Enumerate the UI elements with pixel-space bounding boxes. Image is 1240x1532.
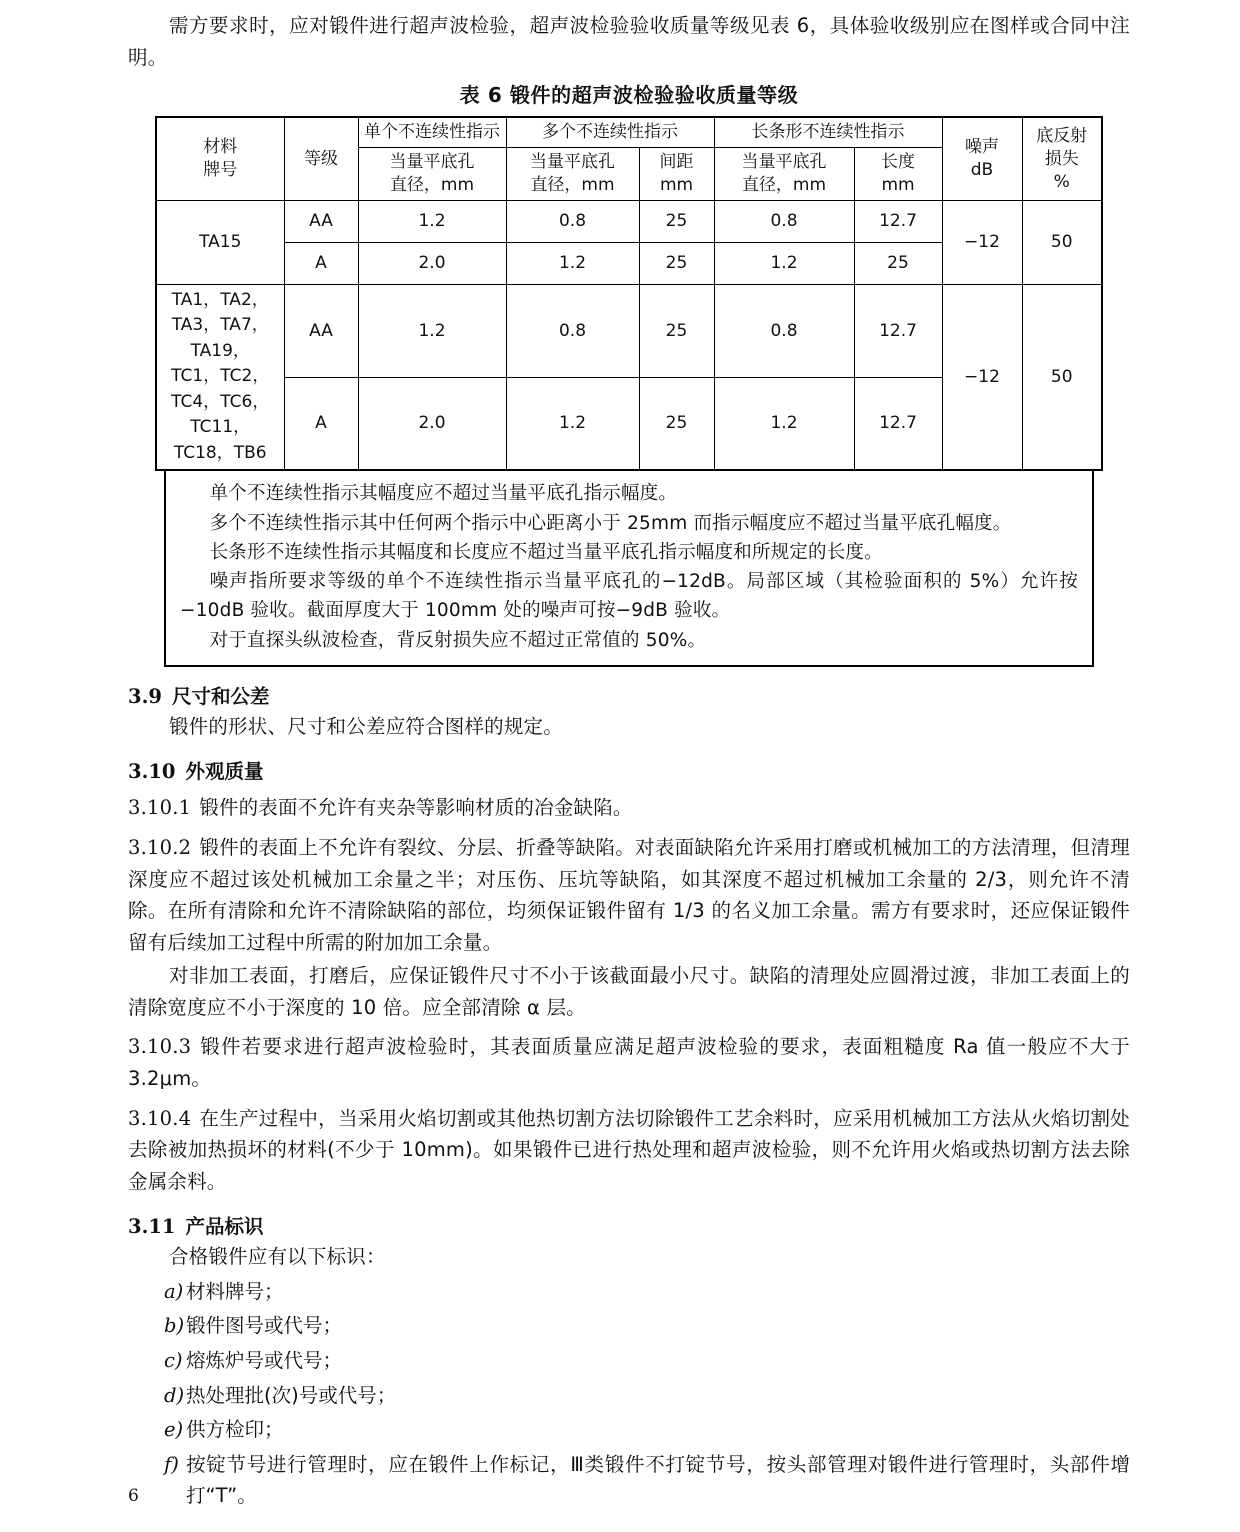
- cell-multi-spacing: 25: [639, 377, 714, 470]
- th-long-group: 长条形不连续性指示: [714, 117, 942, 147]
- paragraph-3-10-3: [128, 1031, 1130, 1094]
- list-item: [128, 1449, 1130, 1512]
- th-multi-hole-l2: 直径，mm: [530, 175, 615, 196]
- section-title: 产品标识: [185, 1215, 264, 1239]
- table-note: 多个不连续性指示其中任何两个指示中心距离小于 25mm 而指示幅度应不超过当量平底孔幅度。: [209, 512, 1012, 534]
- list-marker: e): [164, 1418, 184, 1442]
- th-bottom-loss-l3: %: [1053, 171, 1070, 192]
- cell-long-hole: 0.8: [714, 200, 854, 242]
- th-multi-hole: [506, 148, 639, 201]
- th-bottom-loss-l1: 底反射: [1036, 125, 1088, 146]
- th-multi-group: 多个不连续性指示: [506, 117, 714, 147]
- th-long-hole: [714, 148, 854, 201]
- clause-text: 在生产过程中，当采用火焰切割或其他热切割方法切除锻件工艺余料时，应采用机械加工方法从火焰切割处去除被加热损坏的材料(不少于 10mm)。如果锻件已进行热处理和超声波检验，则不允许用火焰或热切割方法去除金属余料。: [128, 1106, 1130, 1193]
- cell-long-hole: 0.8: [714, 284, 854, 377]
- list-marker: b): [164, 1314, 185, 1338]
- section-number: 3.10: [128, 760, 176, 784]
- clause-number: 3.10.1: [128, 796, 192, 820]
- clause-number: 3.10.4: [128, 1106, 192, 1130]
- cell-multi-hole: 1.2: [506, 242, 639, 284]
- th-long-length-l1: 长度: [881, 152, 915, 173]
- table-note: 单个不连续性指示其幅度应不超过当量平底孔指示幅度。: [209, 483, 678, 505]
- cell-long-hole: 1.2: [714, 242, 854, 284]
- cell-multi-spacing: 25: [639, 200, 714, 242]
- th-bottom-loss: [1022, 117, 1102, 200]
- identification-list: [128, 1276, 1130, 1512]
- th-bottom-loss-l2: 损失: [1044, 148, 1079, 169]
- th-multi-spacing-l1: 间距: [659, 152, 694, 173]
- th-single-hole: [358, 148, 506, 201]
- list-item: [128, 1380, 1130, 1412]
- table-row: [156, 284, 1102, 377]
- paragraph-3-10-2: [128, 832, 1130, 958]
- table-note: 噪声指所要求等级的单个不连续性指示当量平底孔的−12dB。局部区域（其检验面积的 5%）允许按−10dB 验收。截面厚度大于 100mm 处的噪声可按−9dB 验收。: [180, 571, 1078, 622]
- cell-long-length: 12.7: [854, 284, 942, 377]
- paragraph-3-10-2b: 对非加工表面，打磨后，应保证锻件尺寸不小于该截面最小尺寸。缺陷的清理处应圆滑过渡，非加工表面上的清除宽度应不小于深度的 10 倍。应全部清除 α 层。: [128, 964, 1130, 1019]
- cell-long-hole: 1.2: [714, 377, 854, 470]
- th-multi-spacing: [639, 148, 714, 201]
- list-item: [128, 1310, 1130, 1342]
- paragraph-3-10-4: [128, 1103, 1130, 1198]
- paragraph-3-9: 锻件的形状、尺寸和公差应符合图样的规定。: [168, 714, 563, 738]
- th-multi-spacing-l2: mm: [659, 175, 694, 196]
- table-row: [156, 200, 1102, 242]
- th-single-hole-l2: 直径，mm: [389, 175, 475, 196]
- cell-material: TA15: [156, 200, 284, 284]
- cell-single-hole: 2.0: [358, 242, 506, 284]
- cell-single-hole: 1.2: [358, 284, 506, 377]
- th-noise-l2: dB: [970, 160, 994, 181]
- table-notes: [164, 471, 1094, 666]
- th-noise: [942, 117, 1022, 200]
- table-note: 对于直探头纵波检查，背反射损失应不超过正常值的 50%。: [209, 629, 707, 651]
- cell-long-length: 12.7: [854, 200, 942, 242]
- clause-text: 锻件的表面不允许有夹杂等影响材质的冶金缺陷。: [199, 796, 633, 820]
- paragraph-3-11: 合格锻件应有以下标识：: [168, 1245, 386, 1269]
- th-noise-l1: 噪声: [965, 137, 999, 158]
- th-material: [156, 117, 284, 200]
- th-material-l1: 材料: [203, 137, 238, 158]
- cell-material: [156, 284, 284, 470]
- th-material-l2: 牌号: [203, 160, 238, 181]
- cell-grade: A: [284, 242, 358, 284]
- th-long-hole-l1: 当量平底孔: [741, 152, 827, 173]
- cell-multi-spacing: 25: [639, 284, 714, 377]
- th-single-hole-l1: 当量平底孔: [389, 152, 475, 173]
- section-heading-3-9: [128, 681, 1130, 709]
- cell-long-length: 25: [854, 242, 942, 284]
- section-heading-3-11: [128, 1211, 1130, 1239]
- cell-bottom-loss: 50: [1022, 200, 1102, 284]
- intro-paragraph: 需方要求时，应对锻件进行超声波检验，超声波检验验收质量等级见表 6，具体验收级别应在图样或合同中注明。: [128, 14, 1130, 69]
- th-single-group: 单个不连续性指示: [358, 117, 506, 147]
- cell-noise: −12: [942, 284, 1022, 470]
- ultrasonic-grade-table: [155, 116, 1103, 471]
- cell-bottom-loss: 50: [1022, 284, 1102, 470]
- cell-multi-spacing: 25: [639, 242, 714, 284]
- clause-text: 锻件的表面上不允许有裂纹、分层、折叠等缺陷。对表面缺陷允许采用打磨或机械加工的方法清理，但清理深度应不超过该处机械加工余量之半；对压伤、压坑等缺陷，如其深度不超过机械加工余量的 2/3，则允许不清除。在所有清除和允许不清除缺陷的部位，均须保证锻件留有 1/3 的名义加工余量。需方有要求时，还应保证锻件留有后续加工过程中所需的附加加工余量。: [128, 835, 1130, 954]
- cell-multi-hole: 1.2: [506, 377, 639, 470]
- cell-material-text: TA1，TA2，TA3，TA7，TA19，TC1，TC2，TC4，TC6，TC11，TC18，TB6: [171, 289, 270, 463]
- th-multi-hole-l1: 当量平底孔: [530, 152, 615, 173]
- clause-number: 3.10.3: [128, 1035, 192, 1059]
- paragraph-3-10-1: [128, 792, 1130, 824]
- table-header-row-1: [156, 117, 1102, 147]
- list-item: [128, 1276, 1130, 1308]
- page-number: 6: [128, 1485, 139, 1506]
- list-marker: f): [164, 1452, 179, 1476]
- cell-noise: −12: [942, 200, 1022, 284]
- cell-grade: AA: [284, 284, 358, 377]
- list-marker: a): [164, 1279, 184, 1303]
- list-item: [128, 1345, 1130, 1377]
- list-text: 锻件图号或代号；: [186, 1314, 343, 1338]
- section-number: 3.11: [128, 1215, 176, 1239]
- table-note: 长条形不连续性指示其幅度和长度应不超过当量平底孔指示幅度和所规定的长度。: [209, 541, 883, 563]
- list-text: 供方检印；: [186, 1418, 284, 1442]
- th-long-hole-l2: 直径，mm: [741, 175, 827, 196]
- cell-multi-hole: 0.8: [506, 284, 639, 377]
- cell-multi-hole: 0.8: [506, 200, 639, 242]
- table-caption: 表 6 锻件的超声波检验验收质量等级: [459, 83, 799, 108]
- clause-number: 3.10.2: [128, 835, 192, 859]
- list-text: 热处理批(次)号或代号；: [186, 1383, 397, 1407]
- list-text: 熔炼炉号或代号；: [186, 1349, 343, 1373]
- th-grade: 等级: [284, 117, 358, 200]
- list-text: 材料牌号；: [186, 1279, 284, 1303]
- section-heading-3-10: [128, 756, 1130, 784]
- list-marker: d): [164, 1383, 185, 1407]
- list-marker: c): [164, 1349, 183, 1373]
- section-title: 外观质量: [185, 760, 264, 784]
- cell-single-hole: 2.0: [358, 377, 506, 470]
- clause-text: 锻件若要求进行超声波检验时，其表面质量应满足超声波检验的要求，表面粗糙度 Ra 值一般应不大于 3.2μm。: [128, 1035, 1130, 1090]
- section-number: 3.9: [128, 684, 162, 708]
- cell-single-hole: 1.2: [358, 200, 506, 242]
- th-long-length: [854, 148, 942, 201]
- cell-long-length: 12.7: [854, 377, 942, 470]
- cell-grade: A: [284, 377, 358, 470]
- cell-grade: AA: [284, 200, 358, 242]
- list-item: [128, 1414, 1130, 1446]
- th-long-length-l2: mm: [881, 175, 915, 196]
- section-title: 尺寸和公差: [171, 684, 270, 708]
- list-text: 按锭节号进行管理时，应在锻件上作标记，Ⅲ类锻件不打锭节号，按头部管理对锻件进行管理时，头部件增打“T”。: [186, 1452, 1130, 1508]
